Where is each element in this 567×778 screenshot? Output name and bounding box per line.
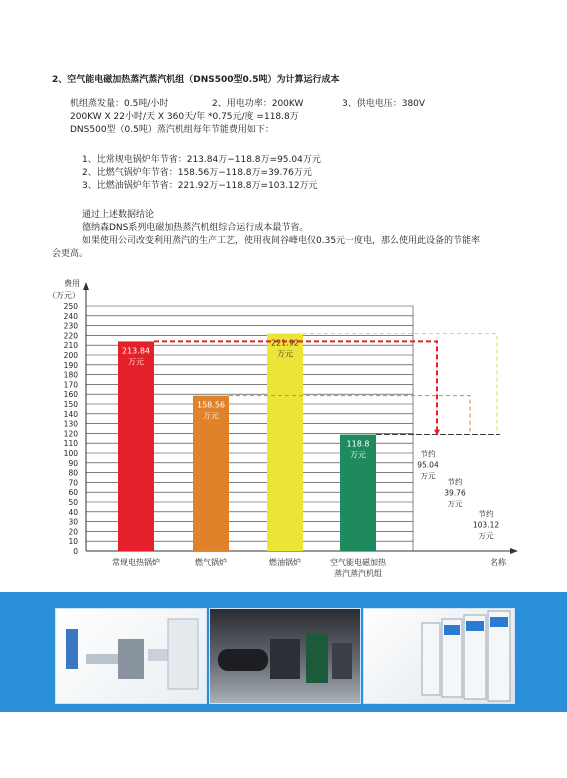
y-tick-label: 150 — [63, 400, 78, 409]
reference-line — [303, 334, 497, 435]
y-tick-label: 90 — [68, 458, 78, 468]
param-voltage: 3、供电电压：380V — [342, 99, 426, 109]
y-tick-label: 40 — [68, 507, 78, 517]
y-tick-label: 60 — [68, 488, 78, 498]
y-tick-label: 220 — [63, 331, 78, 341]
y-tick-label: 110 — [63, 439, 78, 449]
y-tick-label: 230 — [63, 321, 78, 331]
param-formula: 200KW X 22小时/天 X 360天/年 *0.75元/度 =118.8万 — [70, 112, 299, 122]
bar-value-unit: 万元 — [128, 357, 144, 367]
y-tick-label: 140 — [63, 409, 78, 419]
x-tick-label: 常规电热锅炉 — [112, 558, 160, 567]
y-tick-label: 240 — [63, 311, 78, 321]
bar-value-label: 158.56 — [197, 400, 225, 410]
y-tick-label: 190 — [63, 360, 78, 370]
bar-value-label: 213.84 — [122, 346, 150, 356]
y-tick-label: 0 — [73, 547, 78, 556]
savings-label: 95.04 — [417, 460, 439, 470]
compare-line-3: 3、比燃油锅炉年节省：221.92万−118.8万=103.12万元 — [82, 181, 318, 191]
compare-line-2: 2、比燃气锅炉年节省：158.56万−118.8万=39.76万元 — [82, 168, 312, 178]
section-heading: 2、空气能电磁加热蒸汽蒸汽机组（DNS500型0.5吨）为计算运行成本 — [52, 75, 340, 85]
y-tick-label: 70 — [68, 478, 78, 488]
y-axis-unit: （万元） — [48, 291, 80, 300]
y-tick-label: 130 — [63, 419, 78, 429]
bar — [267, 334, 303, 551]
savings-label: 39.76 — [444, 488, 466, 498]
y-tick-label: 10 — [68, 537, 78, 547]
conclusion-line-1: 德纳森DNS系列电磁加热蒸汽机组综合运行成本最节省。 — [82, 223, 309, 233]
conclusion-line-2: 如果使用公司改变利用蒸汽的生产工艺，使用夜间谷峰电仅0.35元一度电，那么使用此设备的节能率 — [82, 236, 481, 246]
x-tick-label: 蒸汽蒸汽机组 — [334, 569, 382, 578]
bar-value-label: 221.92 — [271, 338, 299, 348]
bar-value-unit: 万元 — [203, 411, 219, 421]
product-photo-cabinet-units — [363, 608, 515, 704]
boiler-room-illustration — [210, 609, 360, 703]
y-tick-label: 180 — [63, 370, 78, 380]
y-tick-label: 120 — [63, 429, 78, 439]
product-photo-boiler-room — [209, 608, 361, 704]
savings-label: 万元 — [447, 499, 463, 509]
y-tick-label: 160 — [63, 390, 78, 400]
savings-label: 节约 — [447, 477, 463, 487]
reference-line — [229, 396, 470, 435]
bar-value-unit: 万元 — [277, 349, 293, 359]
x-tick-label: 燃油锅炉 — [269, 558, 301, 567]
steam-system-illustration — [56, 609, 206, 703]
y-tick-label: 20 — [68, 527, 78, 537]
savings-label: 万元 — [478, 531, 494, 541]
bar — [118, 341, 154, 551]
savings-label: 节约 — [478, 509, 494, 519]
y-tick-label: 200 — [63, 351, 78, 360]
bar-value-unit: 万元 — [350, 450, 366, 460]
x-tick-label: 空气能电磁加热 — [330, 558, 386, 567]
savings-label: 万元 — [420, 471, 436, 481]
y-tick-label: 210 — [63, 341, 78, 351]
compare-line-1: 1、比常规电锅炉年节省：213.84万−118.8万=95.04万元 — [82, 155, 321, 165]
x-axis-arrow — [510, 548, 518, 554]
product-photo-steam-system — [55, 608, 207, 704]
cabinet-units-illustration — [364, 609, 514, 703]
y-axis-label: 费用 — [64, 279, 80, 288]
cost-comparison-chart — [0, 270, 567, 590]
x-axis-label: 名称 — [490, 558, 506, 567]
y-tick-label: 250 — [63, 302, 78, 311]
bar-value-label: 118.8 — [346, 439, 370, 449]
savings-intro: DNS500型（0.5吨）蒸汽机组每年节能费用如下： — [70, 125, 274, 135]
y-axis-arrow — [83, 282, 89, 290]
conclusion-line-2-cont: 会更高。 — [52, 249, 89, 259]
y-tick-label: 170 — [63, 380, 78, 390]
conclusion-title: 通过上述数据结论 — [82, 210, 155, 220]
savings-label: 103.12 — [472, 520, 500, 530]
param-power: 2、用电功率：200KW — [212, 99, 304, 109]
y-tick-label: 50 — [68, 498, 78, 507]
savings-label: 节约 — [420, 449, 436, 459]
y-tick-label: 100 — [63, 449, 78, 458]
y-tick-label: 80 — [68, 468, 78, 478]
x-tick-label: 燃气锅炉 — [195, 558, 227, 567]
y-tick-label: 30 — [68, 517, 78, 527]
param-evaporation: 机组蒸发量：0.5吨/小时 — [70, 99, 169, 109]
